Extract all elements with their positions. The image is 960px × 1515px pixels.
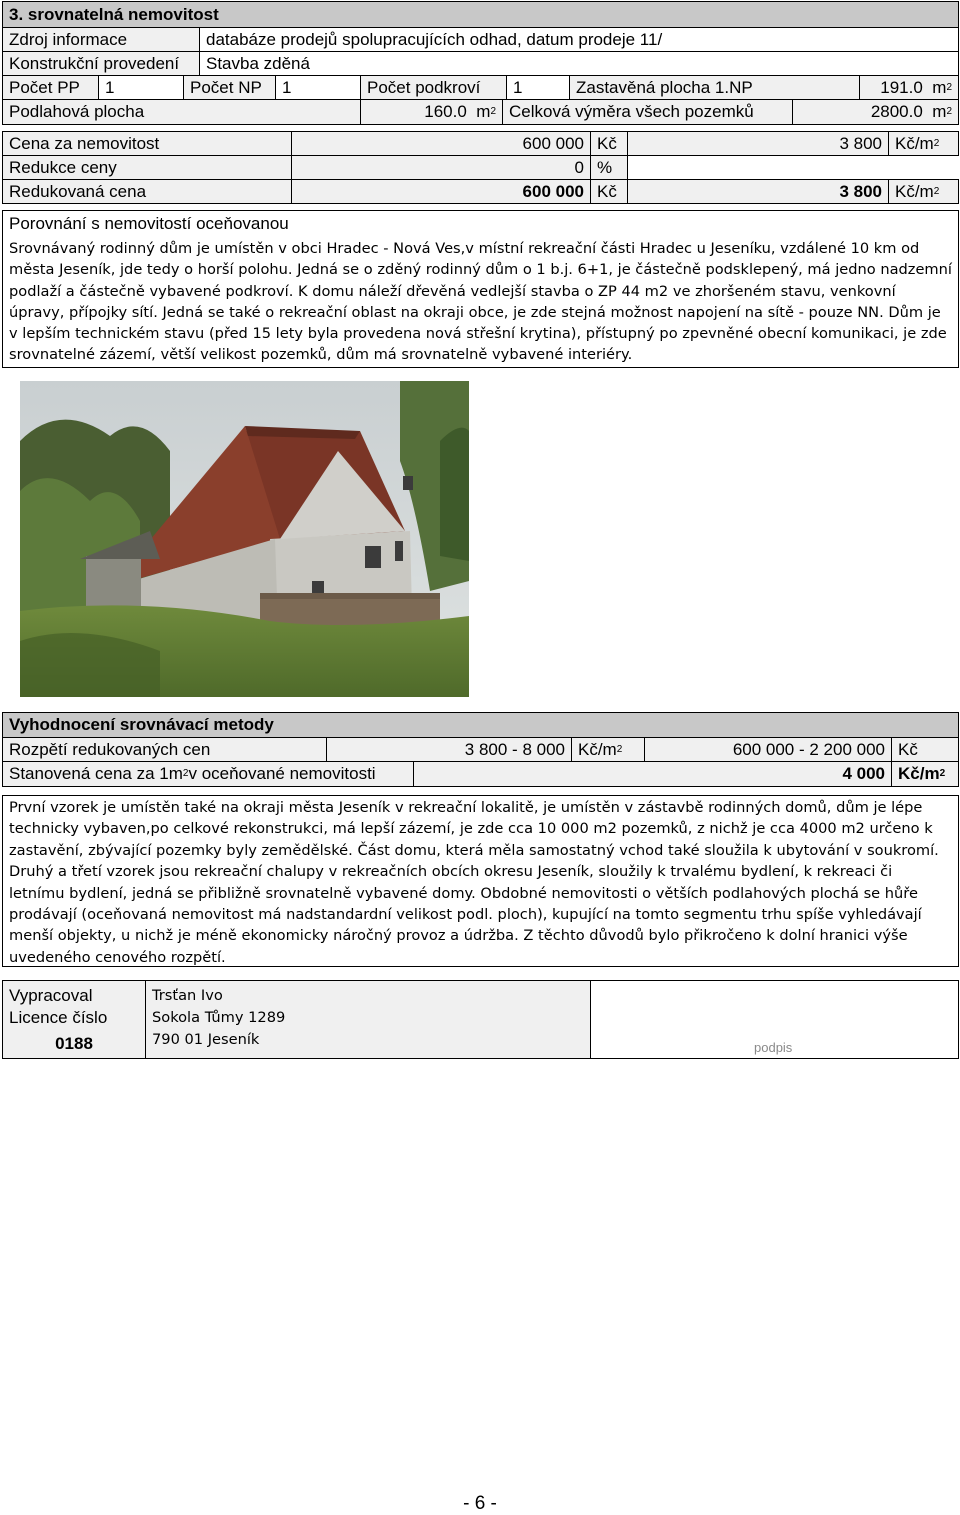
price-range-label: Rozpětí redukovaných cen xyxy=(3,738,326,761)
reduced-price-per-m2-unit: Kč/m 2 xyxy=(888,179,959,204)
pp-value: 1 xyxy=(98,76,183,99)
comparison-section xyxy=(2,210,959,368)
comparison-title: Porovnání s nemovitostí oceňovanou xyxy=(9,214,289,233)
np-label: Počet NP xyxy=(183,76,275,99)
floor-area-label: Podlahová plocha xyxy=(3,100,360,124)
justification-section xyxy=(2,795,959,967)
section-heading: 3. srovnatelná nemovitost xyxy=(9,4,219,24)
appraiser-name: Trsťan Ivo xyxy=(152,987,223,1004)
price-value: 600 000 xyxy=(291,131,591,156)
counts-row xyxy=(3,76,958,100)
signature-labels xyxy=(3,981,146,1058)
price-range-total-unit: Kč xyxy=(891,738,958,761)
appraiser-address xyxy=(146,981,591,1058)
reduction-row xyxy=(2,155,959,179)
np-value: 1 xyxy=(275,76,360,99)
attic-label: Počet podkroví xyxy=(360,76,506,99)
evaluation-title-row xyxy=(3,713,958,738)
built-area-value: 191.0 m 2 xyxy=(859,76,958,99)
price-block xyxy=(2,131,959,203)
evaluation-title: Vyhodnocení srovnávací metody xyxy=(9,715,274,734)
built-area-label: Zastavěná plocha 1.NP xyxy=(569,76,859,99)
appraiser-city: 790 01 Jeseník xyxy=(152,1031,260,1048)
price-per-m2-unit: Kč/m 2 xyxy=(888,131,959,156)
reduced-price-per-m2: 3 800 xyxy=(627,179,889,204)
price-unit: Kč xyxy=(590,131,628,156)
floor-area-value: 160.0 m 2 xyxy=(360,100,502,124)
price-range-total: 600 000 - 2 200 000 xyxy=(644,738,891,761)
reduction-label: Redukce ceny xyxy=(2,155,292,180)
price-row xyxy=(2,131,959,155)
construction-label: Konstrukční provedení xyxy=(3,52,199,75)
reduced-price-unit: Kč xyxy=(590,179,628,204)
source-label: Zdroj informace xyxy=(3,28,199,51)
prepared-by-label: Vypracoval xyxy=(9,986,93,1005)
reduction-unit: % xyxy=(590,155,628,180)
price-range-per-m2: 3 800 - 8 000 xyxy=(326,738,571,761)
source-value: databáze prodejů spolupracujících odhad, datum prodeje 11/ xyxy=(199,28,958,51)
evaluation-table xyxy=(2,712,959,787)
pp-label: Počet PP xyxy=(3,76,98,99)
construction-value: Stavba zděná xyxy=(199,52,958,75)
property-photo xyxy=(20,381,469,697)
page-number: - 6 - xyxy=(463,1493,497,1514)
comparable-property-info-table xyxy=(2,1,959,125)
signature-label: podpis xyxy=(754,1040,793,1055)
set-price-label: Stanovená cena za 1m 2 v oceňované nemovitosti xyxy=(3,762,413,786)
set-price-unit: Kč/m 2 xyxy=(891,762,958,786)
license-number: 0188 xyxy=(55,1034,93,1053)
source-row xyxy=(3,28,958,52)
land-area-value: 2800.0 m 2 xyxy=(792,100,958,124)
price-per-m2: 3 800 xyxy=(627,131,889,156)
comparison-text: Srovnávaný rodinný dům je umístěn v obci Hradec - Nová Ves,v místní rekreační části Hradec u Jeseníku, vzdálené 10 km od města Jeseník, jde tedy o horší polohu. Jedná se o zděný rodinný dům o 1 b.j. 6+1, je částečně podsklepený, má jedno nadzemní podlaží a částečně vybavené podkroví. K domu náleží dřevěná vedlejší stavba o ZP 44 m2 ve zhoršeném stavu, venkovní úpravy, přípojky sítí. Jedná se také o rekreační oblast na okraji obce, je zde stejná možnost napojení na sítě - pouze NN. Dům je v lepším technickém stavu (před 15 lety byla provedena nová střešní krytina), přístupný po zpevněné obecní komunikaci, je zde srovnatelné zázemí, větší velikost pozemků, dům má srovnatelně vybavené interiéry. xyxy=(9,240,952,364)
attic-value: 1 xyxy=(506,76,569,99)
reduced-price-value: 600 000 xyxy=(291,179,591,204)
price-range-per-m2-unit: Kč/m 2 xyxy=(571,738,644,761)
set-price-row xyxy=(3,762,958,786)
reduced-price-row xyxy=(2,179,959,203)
land-area-label: Celková výměra všech pozemků xyxy=(502,100,792,124)
appraiser-street: Sokola Tůmy 1289 xyxy=(152,1009,286,1026)
price-range-row xyxy=(3,738,958,762)
reduced-price-label: Redukovaná cena xyxy=(2,179,292,204)
area-row xyxy=(3,100,958,124)
construction-row xyxy=(3,52,958,76)
license-label: Licence číslo xyxy=(9,1008,108,1027)
price-label: Cena za nemovitost xyxy=(2,131,292,156)
set-price-value: 4 000 xyxy=(413,762,891,786)
justification-text: První vzorek je umístěn také na okraji města Jeseník v rekreační lokalitě, je umístěn v zástavbě rodinných domů, dům je lépe technicky vybaven,po celkové rekonstrukci, má lepší zázemí, je zde cca 10 000 m2 pozemků, z nichž je cca 4000 m2 určeno k zastavění, zbývající pozemky byly zemědělské. Část domu, která měla samostatný vchod také sloužila k ubytování v soukromí. Druhý a třetí vzorek jsou rekreační chalupy v rekreačních obcích okresu Jeseník, sloužily k trvalému bydlení, k rekreaci či letnímu bydlení, jedná se přibližně srovnatelně vybavené domy. Obdobné nemovitosti o větších podlahových plochá se hůře prodávají (oceňovaná nemovitost má nadstandardní velikost podl. ploch), kupující na tomto segmentu trhu spíše vyhledávají menší objekty, u nichž je méně ekonomicky náročný provoz a údržba. Z těchto důvodů bylo přikročeno k dolní hranici výše uvedeného cenového rozpětí. xyxy=(9,799,939,966)
reduction-value: 0 xyxy=(291,155,591,180)
signature-field xyxy=(591,981,958,1058)
section-heading-row xyxy=(3,2,958,28)
signature-block xyxy=(2,980,959,1059)
